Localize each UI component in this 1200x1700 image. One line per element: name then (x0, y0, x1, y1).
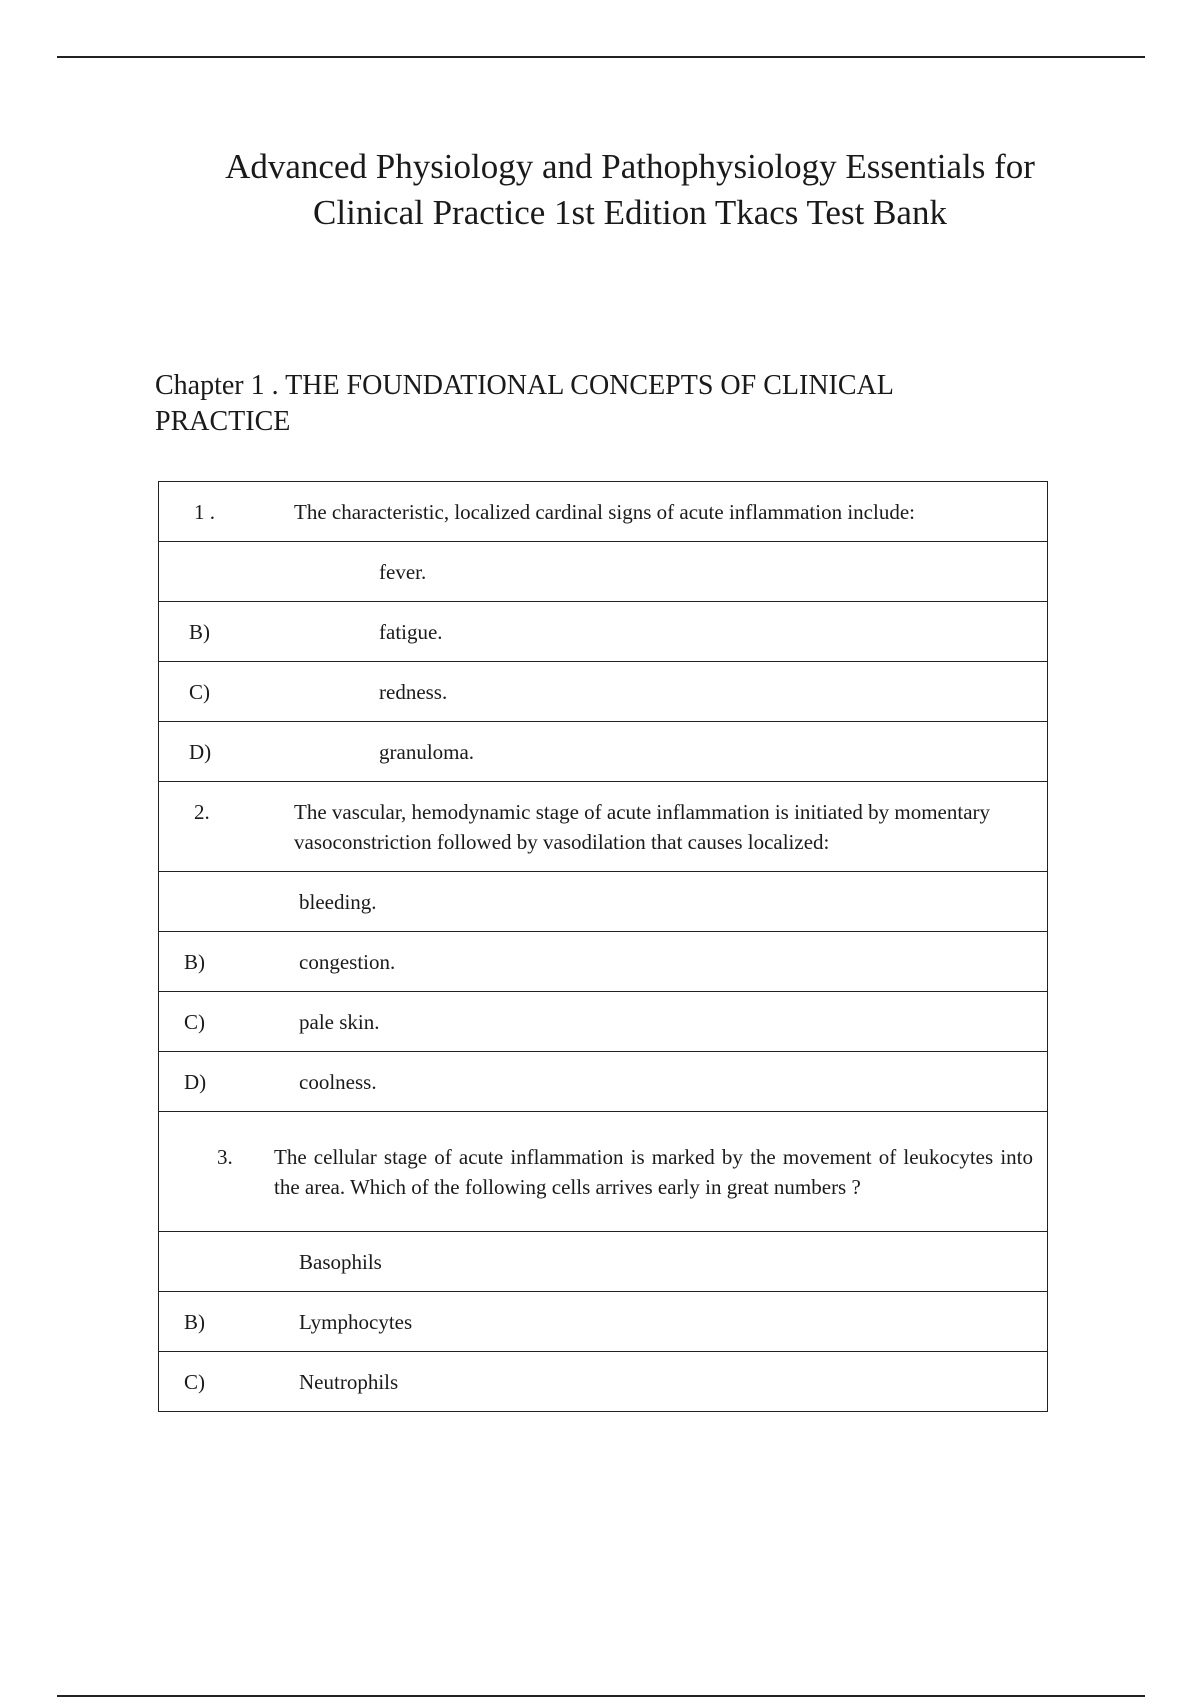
option-label: B) (184, 1309, 205, 1334)
document-title (150, 144, 1110, 236)
title-line-2: Clinical Practice 1st Edition Tkacs Test Bank (313, 193, 947, 232)
option-row (159, 662, 1048, 722)
option-label: C) (184, 1369, 205, 1394)
question-text: The vascular, hemodynamic stage of acute inflammation is initiated by momentary vasoconstriction followed by vasodilation that causes localized: (294, 799, 991, 854)
option-row (159, 602, 1048, 662)
option-text: fever. (379, 559, 427, 584)
option-text: bleeding. (299, 889, 377, 914)
question-table (158, 481, 1048, 1412)
option-label: C) (189, 679, 210, 704)
option-row (159, 722, 1048, 782)
option-label: D) (184, 1069, 207, 1094)
option-row (159, 992, 1048, 1052)
option-row (159, 1232, 1048, 1292)
option-text: pale skin. (299, 1009, 380, 1034)
option-row (159, 932, 1048, 992)
question-text: The characteristic, localized cardinal signs of acute inflammation include: (294, 499, 915, 524)
option-row (159, 1292, 1048, 1352)
option-text: granuloma. (379, 739, 475, 764)
option-text: congestion. (299, 949, 396, 974)
option-row (159, 542, 1048, 602)
question-number: 2. (194, 799, 210, 824)
option-row (159, 1352, 1048, 1412)
option-text: Neutrophils (299, 1369, 399, 1394)
question-number: 1 . (194, 499, 215, 524)
option-label: C) (184, 1009, 205, 1034)
option-text: Basophils (299, 1249, 382, 1274)
option-text: Lymphocytes (299, 1309, 413, 1334)
question-row (159, 1112, 1048, 1232)
option-label: B) (189, 619, 210, 644)
chapter-heading (155, 368, 1055, 440)
chapter-line-1: Chapter 1 . THE FOUNDATIONAL CONCEPTS OF CLINICAL (155, 370, 894, 401)
option-text: redness. (379, 679, 448, 704)
option-row (159, 872, 1048, 932)
title-line-1: Advanced Physiology and Pathophysiology Essentials for (225, 147, 1035, 186)
option-label: D) (189, 739, 212, 764)
question-row (159, 782, 1048, 872)
top-rule (57, 56, 1145, 58)
bottom-rule (57, 1695, 1145, 1697)
option-row (159, 1052, 1048, 1112)
question-number: 3. (217, 1144, 233, 1169)
option-text: fatigue. (379, 619, 443, 644)
question-text: The cellular stage of acute inflammation is marked by the movement of leukocytes into the area. Which of the following cells arrives early in great numbers ? (274, 1144, 1033, 1199)
option-text: coolness. (299, 1069, 377, 1094)
chapter-line-2: PRACTICE (155, 406, 291, 437)
option-label: B) (184, 949, 205, 974)
question-row (159, 482, 1048, 542)
